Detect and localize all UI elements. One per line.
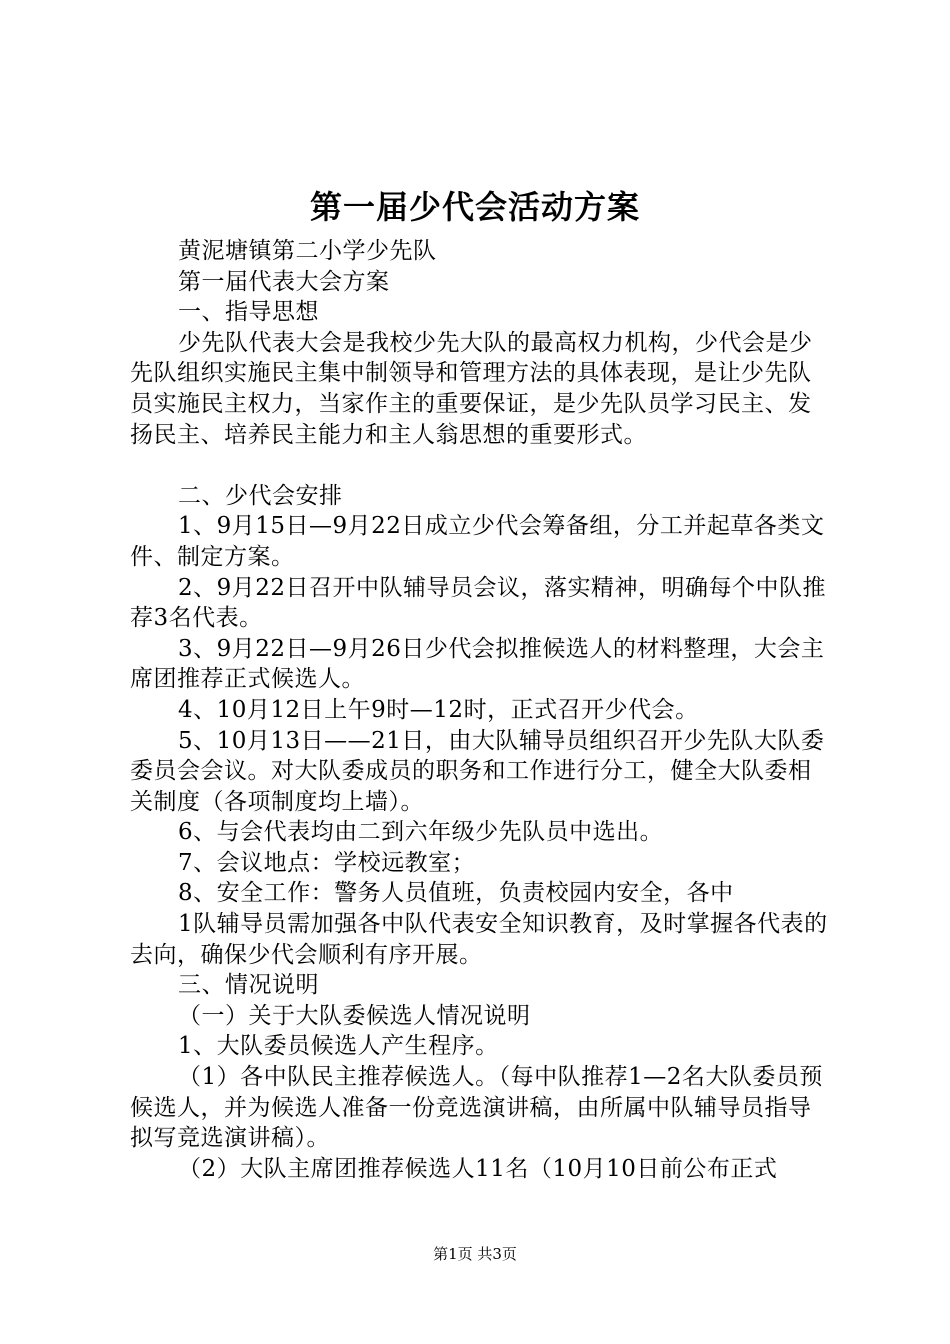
document-title: 第一届少代会活动方案 <box>309 188 640 226</box>
page-footer: 第1页 共3页 <box>433 1245 517 1263</box>
paragraph-arrangement-8: 8、安全工作：警务人员值班，负责校园内安全，各中 <box>178 880 734 907</box>
heading-guiding-thought: 一、指导思想 <box>178 299 319 326</box>
paragraph-arrangement-8-cont: 1队辅导员需加强各中队代表安全知识教育，及时掌握各代表的去向，确保少代会顺利有序开展。 <box>130 911 828 968</box>
paragraph-arrangement-1: 1、9月15日—9月22日成立少代会筹备组，分工并起草各类文件、制定方案。 <box>130 513 825 570</box>
heading-explanation: 三、情况说明 <box>178 972 319 999</box>
paragraph-plan-name: 第一届代表大会方案 <box>178 268 390 295</box>
paragraph-arrangement-2: 2、9月22日召开中队辅导员会议，落实精神，明确每个中队推荐3名代表。 <box>130 574 827 632</box>
paragraph-arrangement-6: 6、与会代表均由二到六年级少先队员中选出。 <box>178 819 664 846</box>
paragraph-arrangement-5: 5、10月13日——21日，由大队辅导员组织召开少先队大队委委员会会议。对大队委成员的职务和工作进行分工，健全大队委相关制度（各项制度均上墙）。 <box>130 727 825 815</box>
document-body <box>130 236 830 1184</box>
heading-arrangement: 二、少代会安排 <box>178 482 343 509</box>
subheading-candidates: （一）关于大队委候选人情况说明 <box>178 1002 531 1029</box>
paragraph-arrangement-3: 3、9月22日—9月26日少代会拟推候选人的材料整理，大会主席团推荐正式候选人。 <box>130 635 825 693</box>
paragraph-guiding-thought: 少先队代表大会是我校少先大队的最高权力机构，少代会是少先队组织实施民主集中制领导和管理方法的具体表现，是让少先队员实施民主权力，当家作主的重要保证，是少先队员学习民主、发扬民主、培养民主能力和主人翁思想的重要形式。 <box>130 329 813 448</box>
paragraph-arrangement-7: 7、会议地点：学校远教室； <box>178 849 476 876</box>
paragraph-arrangement-4: 4、10月12日上午9时—12时，正式召开少代会。 <box>178 696 699 723</box>
paragraph-school: 黄泥塘镇第二小学少先队 <box>178 238 437 264</box>
paragraph-procedure-1: （1）各中队民主推荐候选人。（每中队推荐1—2名大队委员预候选人，并为候选人准备一份竞选演讲稿，由所属中队辅导员指导拟写竞选演讲稿）。 <box>130 1064 823 1152</box>
blank-line <box>130 450 830 481</box>
paragraph-procedure: 1、大队委员候选人产生程序。 <box>178 1033 499 1060</box>
paragraph-procedure-2: （2）大队主席团推荐候选人11名（10月10日前公布正式 <box>178 1155 778 1182</box>
